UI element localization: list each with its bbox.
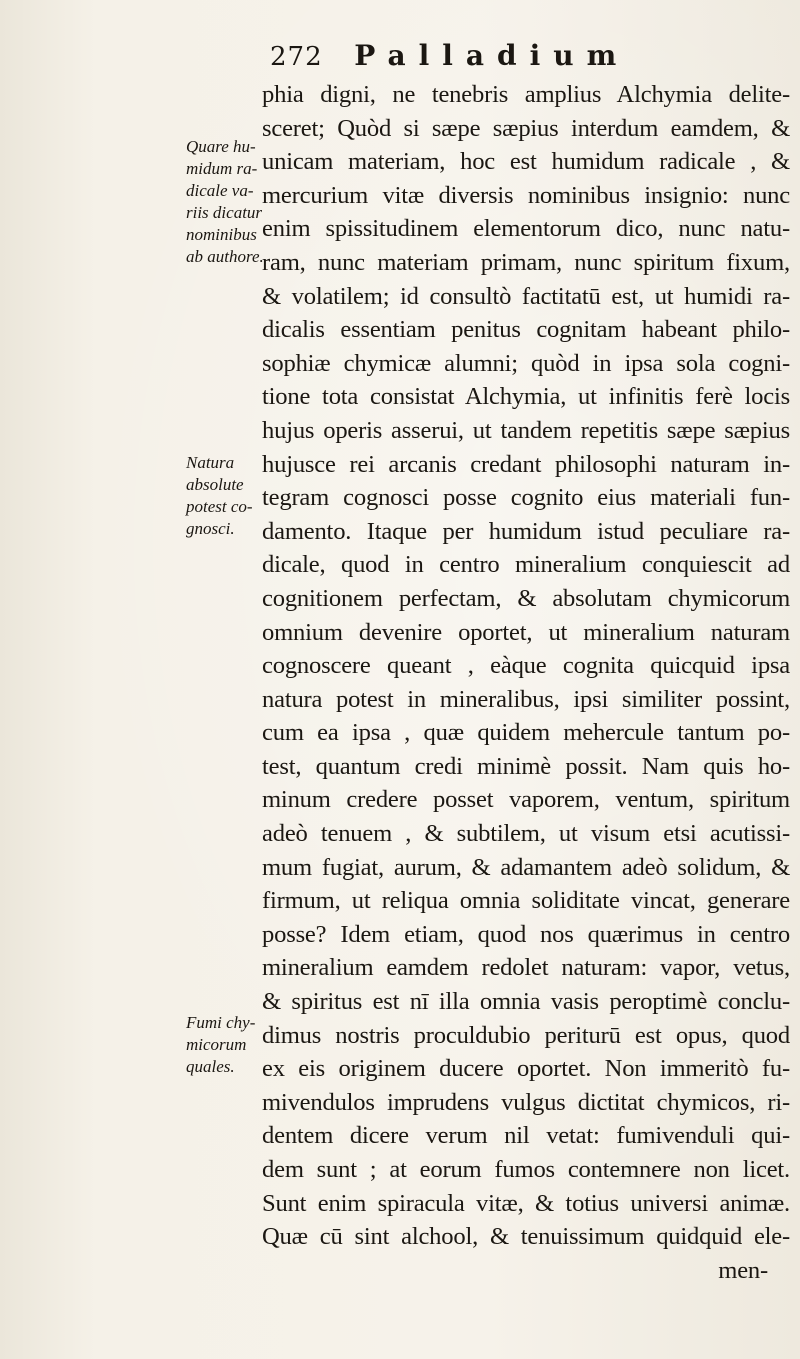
text-line: dentem dicere verum nil vetat: fumivenduli qui- [262, 1122, 790, 1150]
text-line: hujusce rei arcanis credant philosophi naturam in- [262, 450, 790, 478]
catchword: men- [718, 1256, 768, 1284]
marginal-line: absolute [186, 475, 244, 494]
text-line: ex eis originem ducere oportet. Non immeritò fu- [262, 1055, 790, 1083]
text-line: & volatilem; id consultò factitatū est, ut humidi ra- [262, 282, 790, 310]
marginal-line: gnosci. [186, 519, 235, 538]
text-line: mum fugiat, aurum, & adamantem adeò solidum, & [262, 853, 790, 881]
text-line: ram, nunc materiam primam, nunc spiritum fixum, [262, 248, 790, 276]
text-line: firmum, ut reliqua omnia soliditate vincat, generare [262, 887, 790, 915]
text-line: minum credere posset vaporem, ventum, spiritum [262, 786, 790, 814]
text-line: mivendulos imprudens vulgus dictitat chymicos, ri- [262, 1088, 790, 1116]
running-head-title: Palladium [354, 39, 630, 72]
text-line: hujus operis asserui, ut tandem repetitis sæpe sæpius [262, 416, 790, 444]
text-line: test, quantum credi minimè possit. Nam quis ho- [262, 752, 790, 780]
text-line: & spiritus est nī illa omnia vasis peroptimè conclu- [262, 988, 790, 1016]
marginal-line: midum ra- [186, 159, 258, 178]
text-line: cum ea ipsa , quæ quidem mehercule tantum po- [262, 719, 790, 747]
page-number: 272 [270, 42, 323, 72]
text-line: dimus nostris proculdubio periturū est opus, quod [262, 1021, 790, 1049]
text-line: dicale, quod in centro mineralium conquiescit ad [262, 551, 790, 579]
marginal-line: Natura [186, 453, 235, 472]
text-line: dicalis essentiam penitus cognitam habeant philo- [262, 316, 790, 344]
marginal-line: dicale va- [186, 181, 254, 200]
marginal-line: quales. [186, 1057, 235, 1076]
text-line: tegram cognosci posse cognito eius materiali fun- [262, 484, 790, 512]
marginal-line: Fumi chy- [186, 1013, 256, 1032]
text-line: Quæ cū sint alchool, & tenuissimum quidquid ele- [262, 1223, 790, 1251]
text-line: posse? Idem etiam, quod nos quærimus in centro [262, 920, 790, 948]
marginal-line: ab authore. [186, 247, 264, 266]
text-line: Sunt enim spiracula vitæ, & totius universi animæ. [262, 1189, 790, 1217]
running-head [270, 36, 770, 76]
text-line: tione tota consistat Alchymia, ut infinitis ferè locis [262, 383, 790, 411]
text-line: mineralium eamdem redolet naturam: vapor, vetus, [262, 954, 790, 982]
body-text [262, 78, 790, 1287]
text-line: adeò tenuem , & subtilem, ut visum etsi acutissi- [262, 820, 790, 848]
text-line: sophiæ chymicæ alumni; quòd in ipsa sola cogni- [262, 349, 790, 377]
marginal-note-1 [186, 136, 264, 268]
text-line: mercurium vitæ diversis nominibus insignio: nunc [262, 181, 790, 209]
marginal-line: nominibus [186, 225, 257, 244]
text-line: damento. Itaque per humidum istud peculiare ra- [262, 517, 790, 545]
marginal-line: micorum [186, 1035, 247, 1054]
marginal-line: riis dicatur [186, 203, 263, 222]
text-line: cognoscere queant , eàque cognita quicquid ipsa [262, 652, 790, 680]
marginal-note-2 [186, 452, 264, 540]
text-line: unicam materiam, hoc est humidum radicale , & [262, 148, 790, 176]
text-line: phia digni, ne tenebris amplius Alchymia delite- [262, 81, 790, 108]
text-line: sceret; Quòd si sæpe sæpius interdum eamdem, & [262, 114, 790, 142]
text-line: cognitionem perfectam, & absolutam chymicorum [262, 584, 790, 612]
text-line: natura potest in mineralibus, ipsi similiter possint, [262, 685, 790, 713]
marginal-line: Quare hu- [186, 137, 256, 156]
text-line: omnium devenire oportet, ut mineralium naturam [262, 618, 790, 646]
text-line: dem sunt ; at eorum fumos contemnere non licet. [262, 1156, 790, 1183]
text-line: enim spissitudinem elementorum dico, nunc natu- [262, 215, 790, 243]
marginal-line: potest co- [186, 497, 253, 516]
marginal-note-3 [186, 1012, 264, 1078]
